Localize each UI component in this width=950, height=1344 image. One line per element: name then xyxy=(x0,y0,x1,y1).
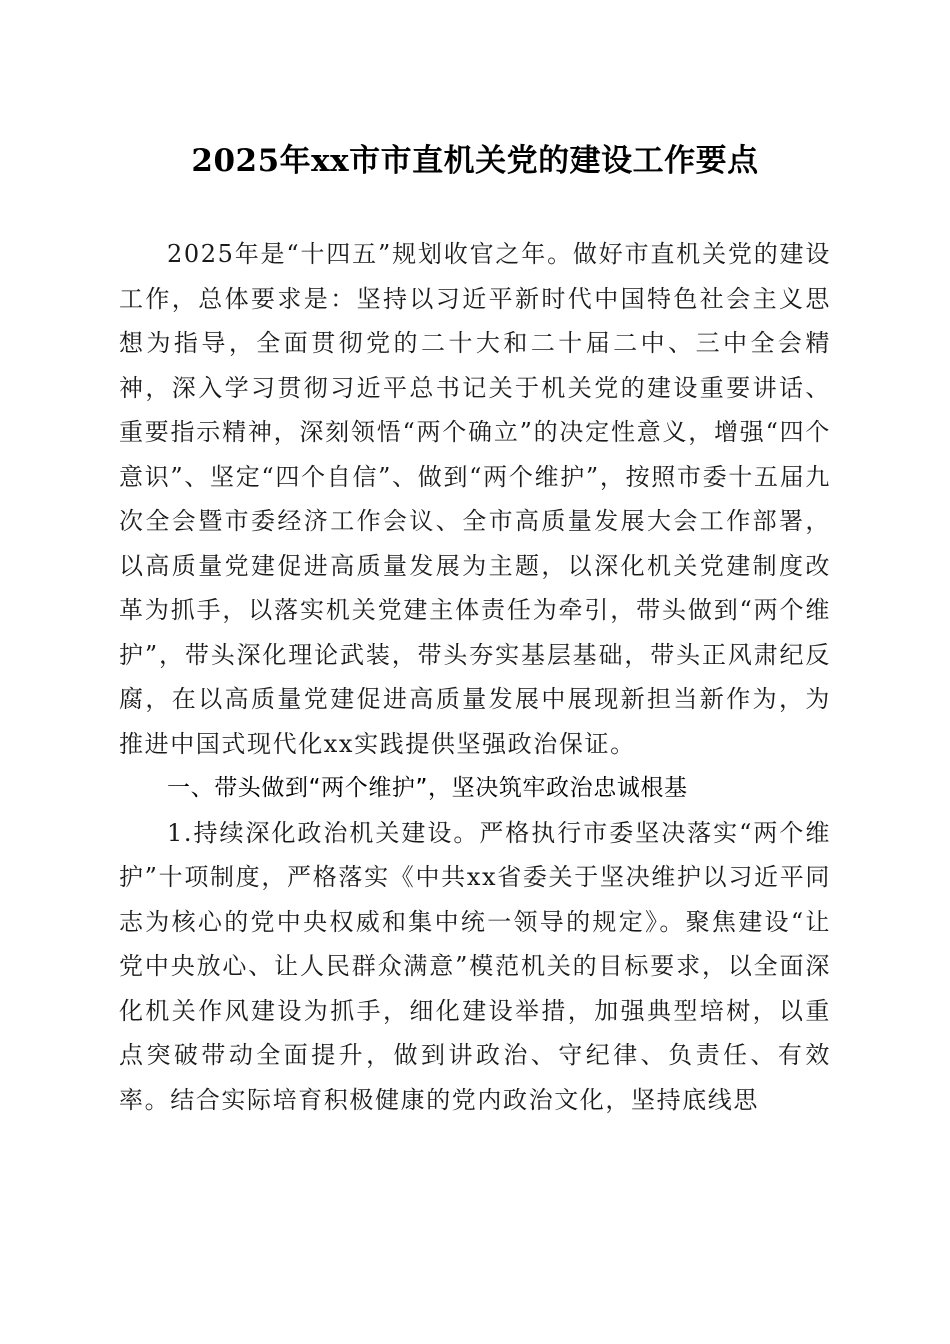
intro-paragraph: 2025年是“十四五”规划收官之年。做好市直机关党的建设工作，总体要求是：坚持以习近平新时代中国特色社会主义思想为指导，全面贯彻党的二十大和二十届二中、三中全会精神，深入学习贯彻习近平总书记关于机关党的建设重要讲话、重要指示精神，深刻领悟“两个确立”的决定性意义，增强“四个意识”、坚定“四个自信”、做到“两个维护”，按照市委十五届九次全会暨市委经济工作会议、全市高质量发展大会工作部署，以高质量党建促进高质量发展为主题，以深化机关党建制度改革为抓手，以落实机关党建主体责任为牵引，带头做到“两个维护”，带头深化理论武装，带头夯实基层基础，带头正风肃纪反腐，在以高质量党建促进高质量发展中展现新担当新作为，为推进中国式现代化xx实践提供坚强政治保证。 xyxy=(119,240,831,758)
section-paragraph: 1.持续深化政治机关建设。严格执行市委坚决落实“两个维护”十项制度，严格落实《中共xx省委关于坚决维护以习近平同志为核心的党中央权威和集中统一领导的规定》。聚焦建设“让党中央放心、让人民群众满意”模范机关的目标要求，以全面深化机关作风建设为抓手，细化建设举措，加强典型培树，以重点突破带动全面提升，做到讲政治、守纪律、负责任、有效率。结合实际培育积极健康的党内政治文化，坚持底线思 xyxy=(119,818,831,1114)
section-heading: 一、带头做到“两个维护”，坚决筑牢政治忠诚根基 xyxy=(167,775,688,801)
document-body xyxy=(119,232,831,1122)
document-title: 2025年xx市市直机关党的建设工作要点 xyxy=(191,143,759,179)
